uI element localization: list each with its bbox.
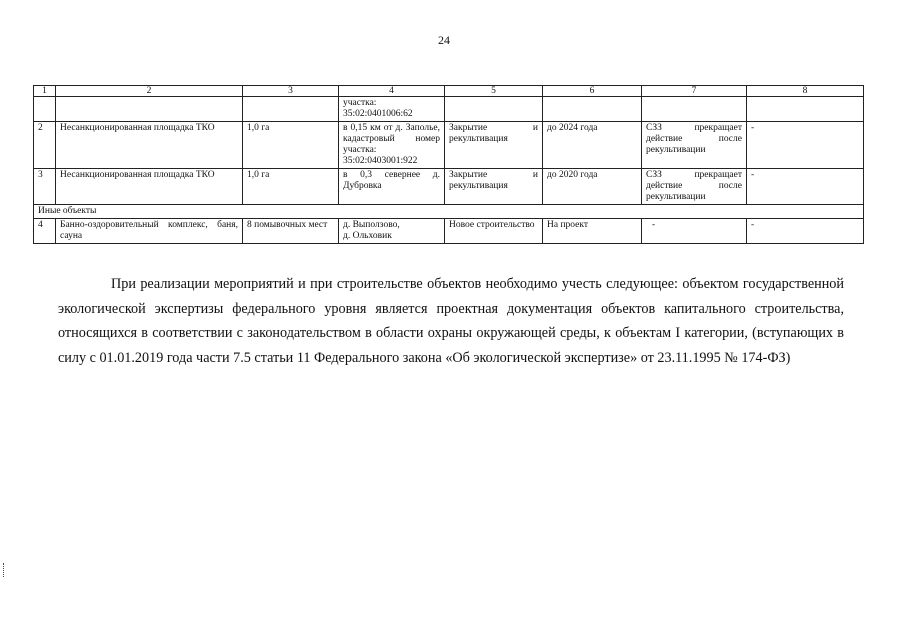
body-text <box>58 272 844 370</box>
header-cell-5: 5 <box>445 86 543 97</box>
cell-note: - <box>747 122 864 169</box>
cell-measure: Новое строительство <box>445 219 543 244</box>
cell-note <box>747 97 864 122</box>
cell-location: в 0,3 севернее д. Дубровка <box>339 169 445 205</box>
table-row <box>34 122 864 169</box>
header-cell-7: 7 <box>642 86 747 97</box>
cell-measure <box>445 97 543 122</box>
cell-name: Несанкционированная площадка ТКО <box>56 169 243 205</box>
header-cell-2: 2 <box>56 86 243 97</box>
header-cell-8: 8 <box>747 86 864 97</box>
cell-location: участка: 35:02:0401006:62 <box>339 97 445 122</box>
cell-deadline: На проект <box>543 219 642 244</box>
cell-szz: СЗЗ прекращает действие после рекультивации <box>642 169 747 205</box>
cell-name <box>56 97 243 122</box>
cell-szz: - <box>642 219 747 244</box>
header-cell-4: 4 <box>339 86 445 97</box>
cell-number: 2 <box>34 122 56 169</box>
cell-deadline: до 2020 года <box>543 169 642 205</box>
cell-number: 4 <box>34 219 56 244</box>
section-title: Иные объекты <box>34 205 864 219</box>
table-row <box>34 169 864 205</box>
cell-area: 1,0 га <box>243 169 339 205</box>
table-row <box>34 219 864 244</box>
cell-szz <box>642 97 747 122</box>
header-cell-6: 6 <box>543 86 642 97</box>
page-number: 24 <box>438 33 450 47</box>
table-row-continued <box>34 97 864 122</box>
margin-mark <box>3 563 7 577</box>
cell-deadline <box>543 97 642 122</box>
cell-measure: Закрытие и рекультивация <box>445 169 543 205</box>
cell-name: Банно-оздоровительный комплекс, баня, сауна <box>56 219 243 244</box>
cell-note: - <box>747 219 864 244</box>
cell-szz: СЗЗ прекращает действие после рекультивации <box>642 122 747 169</box>
cell-number <box>34 97 56 122</box>
header-cell-1: 1 <box>34 86 56 97</box>
cell-measure: Закрытие и рекультивация <box>445 122 543 169</box>
body-paragraph: При реализации мероприятий и при строительстве объектов необходимо учесть следующее: объектом государственной экологической экспертизы федерального уровня является проектная документация объектов капитального строительства, относящихся в соответствии с законодательством в области охраны окружающей среды, к объектам I категории, (вступающих в силу с 01.01.2019 года части 7.5 статьи 11 Федерального закона «Об экологической экспертизе» от 23.11.1995 № 174-ФЗ) <box>58 276 844 366</box>
cell-location: в 0,15 км от д. Заполье, кадастровый номер участка: 35:02:0403001:922 <box>339 122 445 169</box>
header-cell-3: 3 <box>243 86 339 97</box>
cell-note: - <box>747 169 864 205</box>
cell-name: Несанкционированная площадка ТКО <box>56 122 243 169</box>
cell-area <box>243 97 339 122</box>
cell-location: д. Выползово, д. Ольховик <box>339 219 445 244</box>
cell-area: 8 помывочных мест <box>243 219 339 244</box>
objects-table <box>33 85 864 244</box>
section-header-row <box>34 205 864 219</box>
cell-area: 1,0 га <box>243 122 339 169</box>
header-row <box>34 86 864 97</box>
table-header <box>34 86 864 97</box>
cell-number: 3 <box>34 169 56 205</box>
cell-deadline: до 2024 года <box>543 122 642 169</box>
